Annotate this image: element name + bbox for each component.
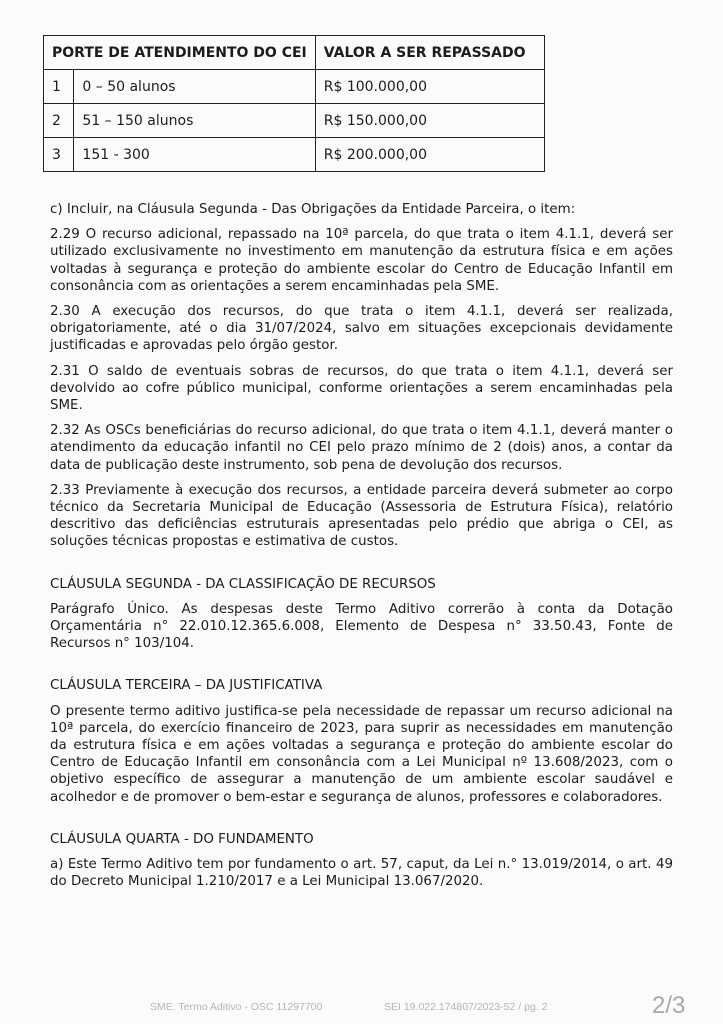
row-porte: 51 – 150 alunos bbox=[74, 104, 315, 138]
footer-document-ref: SME: Termo Aditivo - OSC 11297700 bbox=[150, 1001, 323, 1013]
porte-table bbox=[43, 35, 545, 172]
paragraph-clausula-quarta: a) Este Termo Aditivo tem por fundamento o art. 57, caput, da Lei n.° 13.019/2014, o art. 49 do Decreto Municipal 1.210/2017 e a Lei Municipal 13.067/2020. bbox=[50, 857, 673, 890]
row-porte: 151 - 300 bbox=[74, 138, 315, 172]
table-header-valor: VALOR A SER REPASSADO bbox=[315, 36, 544, 70]
row-number: 1 bbox=[44, 70, 74, 104]
row-valor: R$ 200.000,00 bbox=[315, 138, 544, 172]
row-number: 2 bbox=[44, 104, 74, 138]
heading-clausula-segunda: CLÁUSULA SEGUNDA - DA CLASSIFICAÇÃO DE RECURSOS bbox=[50, 576, 436, 592]
table-row bbox=[44, 104, 545, 138]
item-c-paragraph: c) Incluir, na Cláusula Segunda - Das Obrigações da Entidade Parceira, o item: bbox=[50, 202, 576, 217]
page-number: 2/3 bbox=[652, 992, 686, 1019]
row-number: 3 bbox=[44, 138, 74, 172]
clause-2-33: 2.33 Previamente à execução dos recursos, a entidade parceira deverá submeter ao corpo técnico da Secretaria Municipal de Educação (Assessoria de Estrutura Física), relatório descritivo das deficiências estruturais apresentadas pelo prédio que abriga o CEI, as soluções técnicas propostas e estimativa de custos. bbox=[50, 482, 673, 550]
paragraph-clausula-terceira: O presente termo aditivo justifica-se pela necessidade de repassar um recurso adicional na 10ª parcela, do exercício financeiro de 2023, para suprir as necessidades em manutenção da estrutura física e em ações voltadas a segurança e proteção do ambiente escolar do Centro de Educação Infantil em consonância com a Lei Municipal nº 13.608/2023, com o objetivo específico de assegurar a manutenção de um ambiente escolar saudável e acolhedor e de promover o bem-estar e segurança de alunos, professores e colaboradores. bbox=[50, 703, 673, 805]
clause-2-31: 2.31 O saldo de eventuais sobras de recursos, do que trata o item 4.1.1, deverá ser devolvido ao cofre público municipal, conforme orientações a serem encaminhadas pela SME. bbox=[50, 363, 673, 414]
table-row bbox=[44, 70, 545, 104]
row-valor: R$ 100.000,00 bbox=[315, 70, 544, 104]
table-header-row bbox=[44, 36, 545, 70]
row-porte: 0 – 50 alunos bbox=[74, 70, 315, 104]
heading-clausula-quarta: CLÁUSULA QUARTA - DO FUNDAMENTO bbox=[50, 831, 314, 847]
table-header-porte: PORTE DE ATENDIMENTO DO CEI bbox=[44, 36, 316, 70]
clause-2-32: 2.32 As OSCs beneficiárias do recurso adicional, do que trata o item 4.1.1, deverá manter o atendimento da educação infantil no CEI pelo prazo mínimo de 2 (dois) anos, a contar da data de publicação deste instrumento, sob pena de devolução dos recursos. bbox=[50, 423, 673, 473]
paragraph-clausula-segunda: Parágrafo Único. As despesas deste Termo Aditivo correrão à conta da Dotação Orçamentária n° 22.010.12.365.6.008, Elemento de Despesa n° 33.50.43, Fonte de Recursos n° 103/104. bbox=[50, 601, 673, 652]
row-valor: R$ 150.000,00 bbox=[315, 104, 544, 138]
clause-2-29: 2.29 O recurso adicional, repassado na 10ª parcela, do que trata o item 4.1.1, deverá ser utilizado exclusivamente no investimento em manutenção da estrutura física e em ações voltadas à segurança e proteção do ambiente escolar do Centro de Educação Infantil em consonância com as orientações a serem encaminhadas pela SME. bbox=[50, 227, 673, 294]
clause-2-30: 2.30 A execução dos recursos, do que trata o item 4.1.1, deverá ser realizada, obrigatoriamente, até o dia 31/07/2024, salvo em situações excepcionais devidamente justificadas e aprovadas pelo órgão gestor. bbox=[50, 304, 673, 354]
footer-sei-number: SEI 19.022.174807/2023-52 / pg. 2 bbox=[384, 1001, 548, 1013]
page-footer bbox=[0, 992, 723, 1019]
document-body bbox=[50, 201, 673, 891]
heading-clausula-terceira: CLÁUSULA TERCEIRA – DA JUSTIFICATIVA bbox=[50, 678, 323, 694]
table-row bbox=[44, 138, 545, 172]
